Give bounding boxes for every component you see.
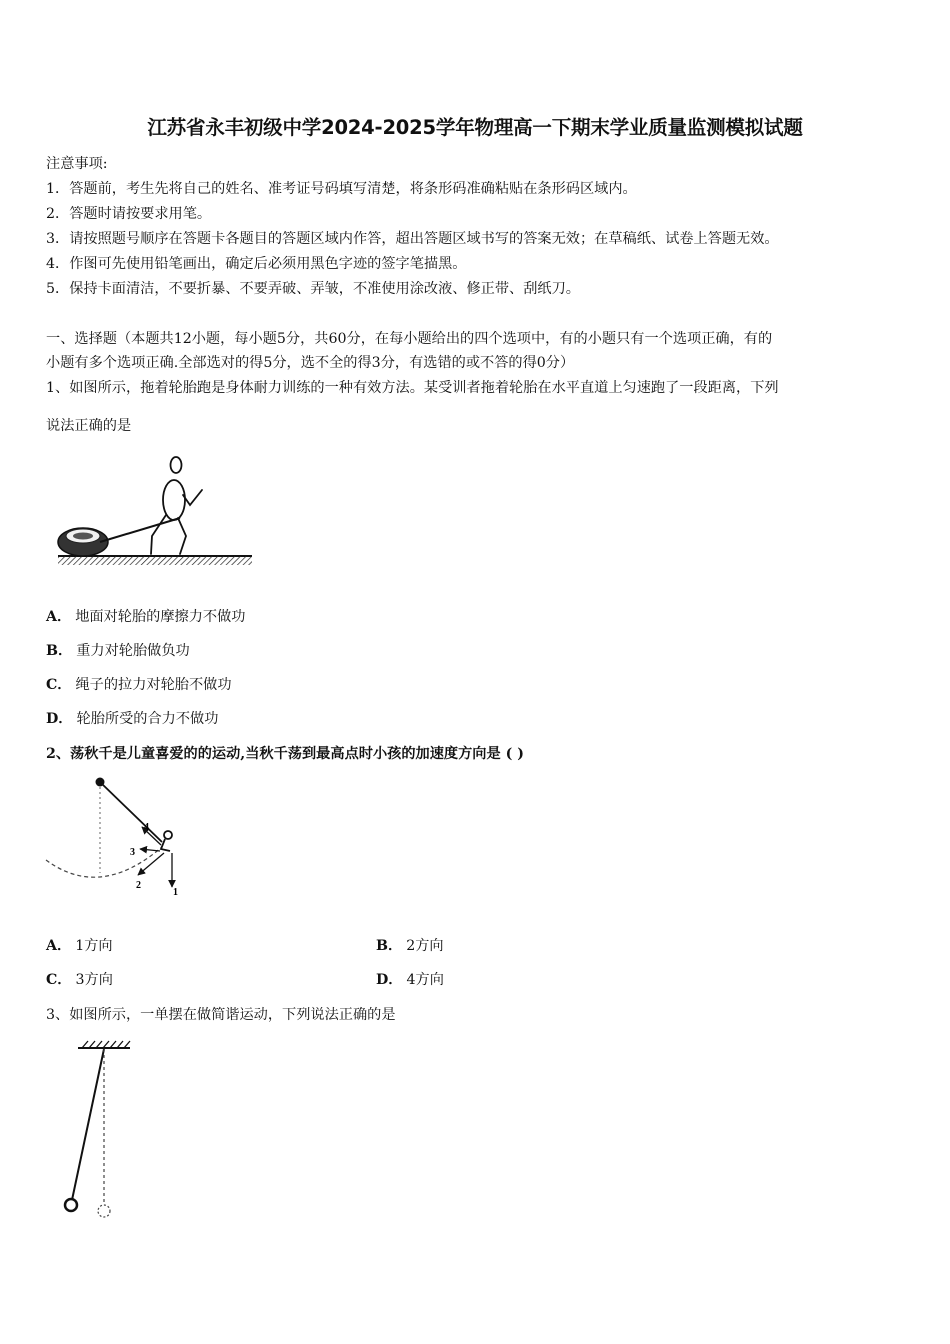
q2-option-b-key: B． — [376, 938, 403, 954]
q1-option-b[interactable] — [46, 640, 190, 660]
notice-item-2: 2．答题时请按要求用笔。 — [46, 206, 212, 222]
ground-hatch — [58, 556, 252, 565]
q1-option-a-key: A． — [46, 609, 72, 625]
rope-line — [100, 518, 180, 542]
q1-option-c[interactable] — [46, 674, 232, 694]
q1-option-b-key: B． — [46, 643, 73, 659]
swing-arc — [46, 847, 162, 877]
pendulum-figure — [58, 1036, 148, 1226]
label-4: 4 — [144, 822, 149, 833]
notice-item-3: 3．请按照题号顺序在答题卡各题目的答题区域内作答，超出答题区域书写的答案无效；在草稿纸、试卷上答题无效。 — [46, 231, 779, 247]
question-1-stem-line2: 说法正确的是 — [46, 418, 132, 434]
section-instructions-line1: 一、选择题（本题共12小题，每小题5分，共60分，在每小题给出的四个选项中，有的小题只有一个选项正确，有的 — [46, 331, 773, 347]
notice-item-5: 5．保持卡面清洁，不要折暴、不要弄破、弄皱，不准使用涂改液、修正带、刮纸刀。 — [46, 281, 580, 297]
q2-option-c-key: C． — [46, 972, 72, 988]
label-2: 2 — [136, 880, 141, 891]
notice-item-1: 1．答题前，考生先将自己的姓名、准考证号码填写清楚，将条形码准确粘贴在条形码区域内。 — [46, 181, 637, 197]
q2-option-d[interactable] — [376, 969, 444, 989]
question-1-stem-line1: 1、如图所示，拖着轮胎跑是身体耐力训练的一种有效方法。某受训者拖着轮胎在水平直道上匀速跑了一段距离，下列 — [46, 380, 779, 396]
runner-figure — [151, 457, 202, 554]
q2-option-a[interactable] — [46, 935, 113, 955]
equilibrium-bob — [98, 1205, 110, 1217]
notice-heading: 注意事项: — [46, 156, 108, 172]
label-1: 1 — [173, 887, 178, 898]
swing-figure — [44, 775, 194, 900]
q1-option-c-key: C． — [46, 677, 72, 693]
notice-item-4: 4．作图可先使用铅笔画出，确定后必须用黑色字迹的签字笔描黑。 — [46, 256, 467, 272]
question-2-stem: 2、荡秋千是儿童喜爱的的运动,当秋千荡到最高点时小孩的加速度方向是 ( ) — [46, 746, 524, 762]
q1-option-a-text: 地面对轮胎的摩擦力不做功 — [75, 609, 246, 625]
pendulum-string — [72, 1049, 104, 1200]
q2-option-c-text: 3方向 — [75, 972, 113, 988]
q1-option-b-text: 重力对轮胎做负功 — [76, 643, 190, 659]
q2-option-d-text: 4方向 — [406, 972, 444, 988]
page-title: 江苏省永丰初级中学2024-2025学年物理高一下期末学业质量监测模拟试题 — [147, 116, 803, 139]
q2-option-d-key: D． — [376, 972, 403, 988]
q1-option-a[interactable] — [46, 606, 245, 626]
q2-option-b-text: 2方向 — [406, 938, 444, 954]
section-instructions-line2: 小题有多个选项正确.全部选对的得5分，选不全的得3分，有选错的或不答的得0分） — [46, 355, 575, 371]
q1-option-d[interactable] — [46, 708, 218, 728]
q2-option-c[interactable] — [46, 969, 113, 989]
swing-rope — [100, 782, 162, 842]
question-3-stem: 3、如图所示，一单摆在做简谐运动，下列说法正确的是 — [46, 1007, 396, 1023]
ceiling-hatch — [82, 1041, 130, 1048]
child-icon — [161, 831, 172, 851]
q1-option-d-key: D． — [46, 711, 73, 727]
q2-option-a-key: A． — [46, 938, 72, 954]
pendulum-bob — [65, 1199, 77, 1211]
tire-drag-figure — [52, 450, 252, 575]
label-3: 3 — [130, 847, 135, 858]
q1-option-d-text: 轮胎所受的合力不做功 — [76, 711, 219, 727]
arrow-3 — [140, 849, 160, 851]
q1-option-c-text: 绳子的拉力对轮胎不做功 — [75, 677, 232, 693]
q2-option-b[interactable] — [376, 935, 444, 955]
q2-option-a-text: 1方向 — [75, 938, 113, 954]
